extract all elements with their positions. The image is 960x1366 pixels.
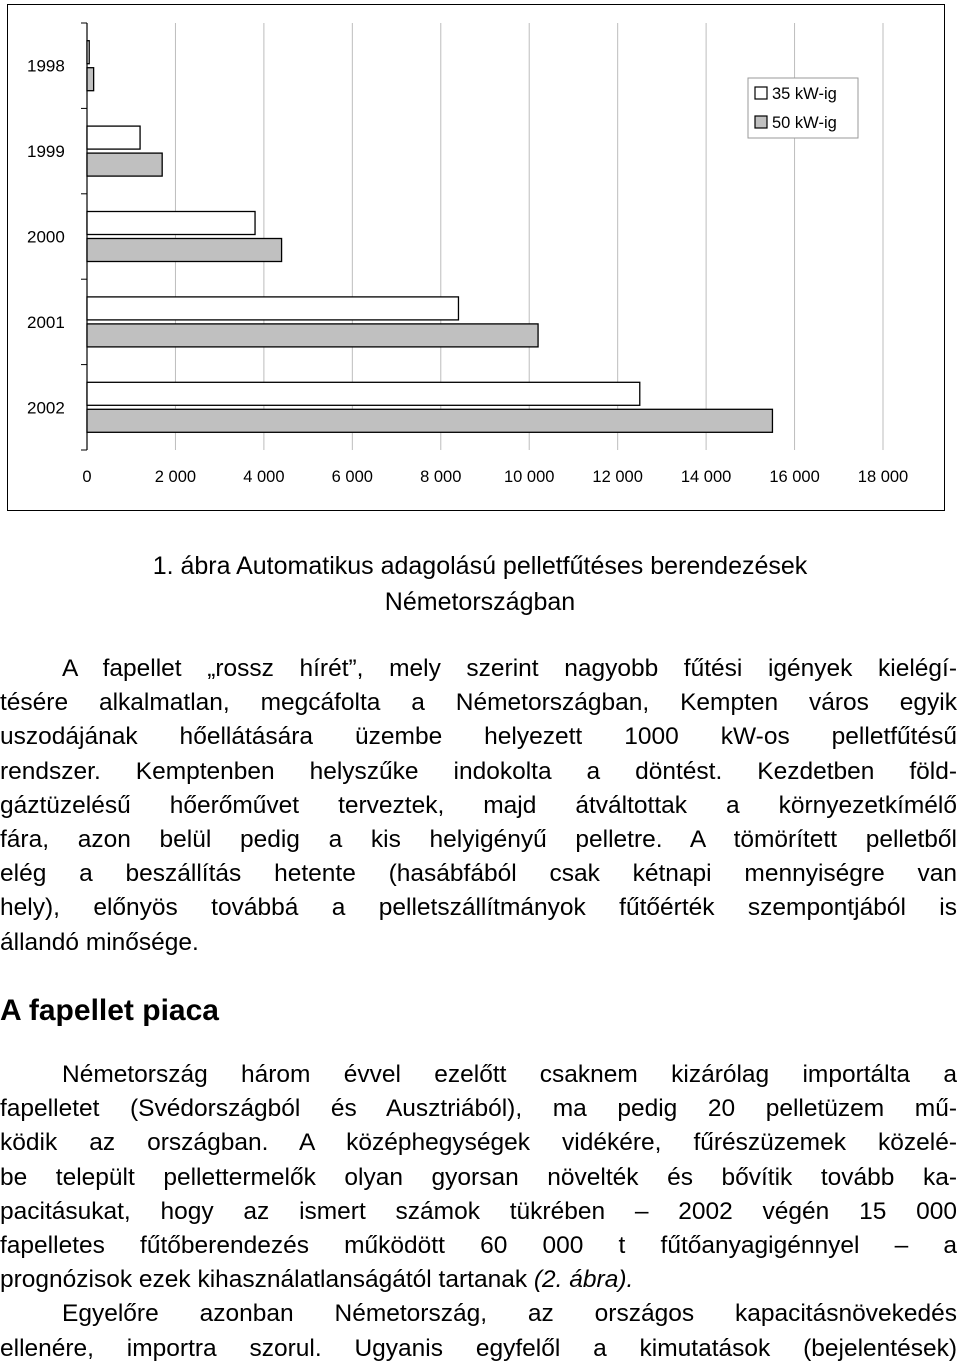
text-line: fapelletet (Svédországból és Ausztriából), ma pedig 20 pelletüzem mű-: [0, 1095, 957, 1123]
paragraph-2: [0, 1058, 957, 1366]
category-label: 1999: [27, 142, 65, 162]
bar-series-2: [87, 153, 162, 176]
bar-series-1: [87, 41, 89, 64]
bar-series-2: [87, 68, 94, 91]
text-line: Egyelőre azonban Németország, az országos kapacitásnövekedés: [62, 1300, 957, 1328]
category-label: 2002: [27, 398, 65, 418]
x-tick-label: 0: [82, 468, 92, 486]
legend-swatch: [755, 116, 767, 128]
bar-series-1: [87, 297, 458, 320]
bar-series-1: [87, 382, 640, 405]
text-line: hely), előnyös továbbá a pelletszállítmányok fűtőérték szempontjából is: [0, 894, 957, 922]
x-tick-label: 4 000: [243, 468, 285, 486]
legend-swatch: [755, 87, 767, 99]
bar-series-2: [87, 239, 282, 262]
x-tick-label: 10 000: [503, 468, 555, 486]
category-label: 1998: [27, 56, 65, 76]
legend-label: 35 kW-ig: [772, 85, 837, 103]
bar-series-2: [87, 324, 538, 347]
text-line: fára, azon belül pedig a kis helyigényű pelletre. A tömörített pelletből: [0, 825, 957, 853]
figure-reference: (2. ábra).: [533, 1266, 634, 1294]
text-line: ködik az országban. A középhegységek vidékére, fűrészüzemek közelé-: [0, 1129, 957, 1157]
text-line: be települt pellettermelők olyan gyorsan növelték és bővítik tovább ka-: [0, 1163, 957, 1191]
text-line: A fapellet „rossz hírét”, mely szerint nagyobb fűtési igények kielégí-: [62, 655, 957, 682]
text-line: gáztüzelésű hőerőművet terveztek, majd átváltottak a környezetkímélő: [0, 791, 957, 819]
text-line: uszodájának hőellátására üzembe helyezett 1000 kW-os pelletfűtésű: [0, 723, 957, 751]
x-tick-label: 8 000: [420, 468, 462, 486]
bar-series-2: [87, 409, 772, 432]
text-line-prefix: prognózisok ezek kihasználatlanságától tartanak: [0, 1266, 534, 1294]
caption-line-2: Németországban: [384, 588, 576, 616]
category-label: 2001: [27, 312, 65, 332]
text-line: állandó minősége.: [0, 928, 199, 956]
x-tick-label: 6 000: [331, 468, 373, 486]
bar-series-1: [87, 126, 140, 149]
x-tick-label: 16 000: [769, 468, 820, 486]
text-line: fapelletes fűtőberendezés működött 60 000 t fűtőanyagigénnyel – a: [0, 1231, 957, 1259]
text-line: ellenére, importra szorul. Ugyanis egyfelől a kimutatások (bejelentések): [0, 1334, 957, 1362]
text-line: [0, 1263, 957, 1297]
x-tick-label: 2 000: [154, 468, 197, 486]
paragraph-1: [0, 652, 957, 960]
bar-series-1: [87, 212, 255, 235]
caption-line-1: 1. ábra Automatikus adagolású pelletfűtéses berendezések: [152, 552, 808, 580]
legend-label: 50 kW-ig: [772, 114, 837, 132]
x-tick-label: 18 000: [857, 468, 909, 486]
text-line: rendszer. Kemptenben helyszűke indokolta a döntést. Kezdetben föld-: [0, 757, 957, 785]
section-heading: A fapellet piaca: [0, 994, 219, 1027]
chart-frame: [7, 4, 945, 511]
text-line: Németország három évvel ezelőtt csaknem kizárólag importálta a: [62, 1061, 957, 1088]
text-line: pacitásukat, hogy az ismert számok tükrében – 2002 végén 15 000: [0, 1197, 957, 1225]
x-tick-label: 14 000: [680, 468, 732, 486]
figure-caption: [0, 548, 960, 620]
x-tick-label: 12 000: [592, 468, 643, 486]
text-line: elég a beszállítás hetente (hasábfából csak kétnapi mennyiségre van: [0, 860, 957, 888]
text-line: tésére alkalmatlan, megcáfolta a Németországban, Kempten város egyik: [0, 689, 957, 717]
category-label: 2000: [27, 227, 65, 247]
bar-chart: [8, 5, 944, 510]
